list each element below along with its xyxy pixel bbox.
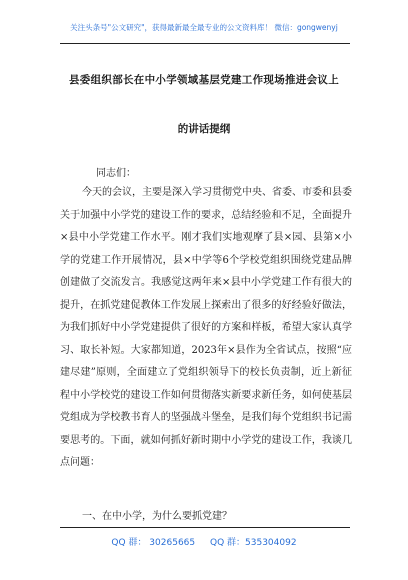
header-divider bbox=[60, 43, 350, 44]
document-title-line2: 的讲话提纲 bbox=[177, 123, 231, 135]
footer-divider bbox=[60, 527, 350, 528]
section-heading-1: 一、在中小学，为什么要抓党建？ bbox=[82, 511, 232, 522]
body-paragraph: 今天的会议，主要是深入学习贯彻党中央、省委、市委和县委关于加强中小学党的建设工作的要求，总结经验和不足，全面提升×县中小学党建工作水平。刚才我们实地观摩了县×园、县第×小学的党建工作开展情况，县×中学等6个学校党组织围绕党建品牌创建做了交流发言。我感觉这两年来×县中小学党建工作有很大的提升，在抓党建促教体工作发展上探索出了很多的好经验好做法，为我们抓好中小学党建提供了很好的方案和样板，希望大家认真学习、取长补短。大家都知道，2023年×县作为全省试点，按照“应建尽建”原则，全面建立了党组织领导下的校长负责制，近上新征程中小学校党的建设工作如何贯彻落实新要求新任务，如何使基层党组成为学校教书育人的坚强战斗堡垒，是我们每个党组织书记需要思考的。下面，就如何抓好新时期中小学党的建设工作，我谈几点问题： bbox=[60, 187, 352, 468]
footer-qq-group-2: QQ 群：535304092 bbox=[210, 538, 297, 548]
header-note: 关注头条号"公文研究"，获得最新最全最专业的公文资料库！ 微信：gongwenyj bbox=[70, 23, 338, 32]
greeting: 同志们： bbox=[96, 168, 136, 179]
document-title-line1: 县委组织部长在中小学领域基层党建工作现场推进会议上 bbox=[69, 74, 339, 86]
footer bbox=[0, 535, 408, 548]
footer-qq-group-1: QQ 群： 30265665 bbox=[111, 538, 196, 548]
